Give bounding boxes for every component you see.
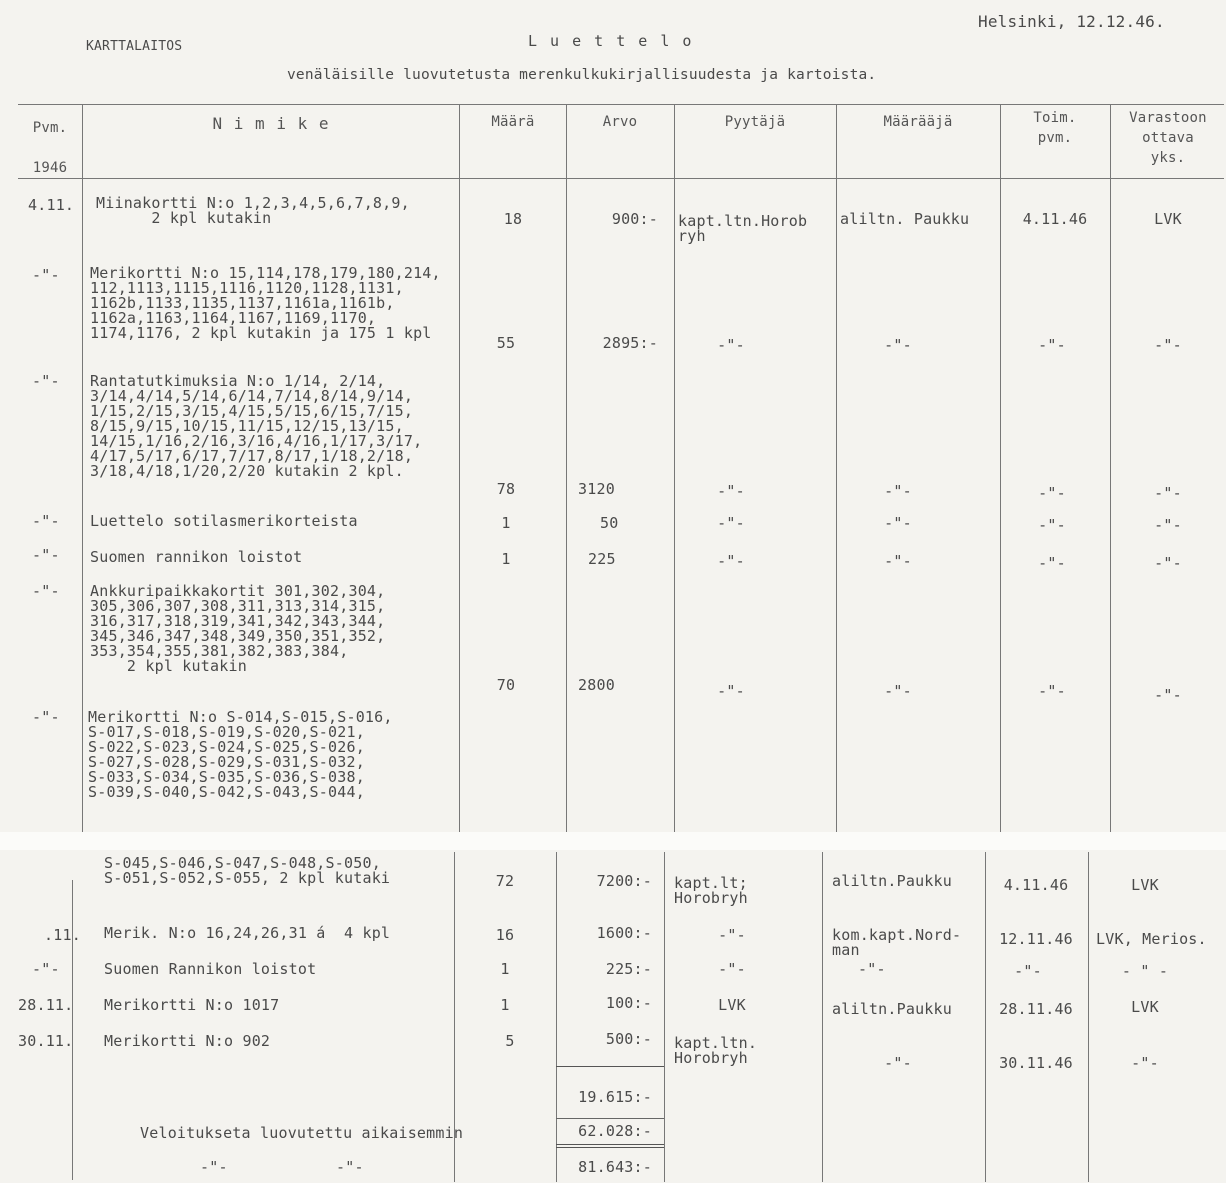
row-maara: 1: [501, 514, 511, 532]
col-header-pyytaja: Pyytäjä: [724, 114, 786, 130]
row-nimike: Merikortti N:o 1017: [104, 996, 280, 1014]
row-arvo: 7200:-: [596, 872, 652, 890]
row-pyytaja: kapt.lt; Horobryh: [674, 874, 748, 907]
col-header-toim: Toim. pvm.: [1033, 110, 1077, 146]
row-maara: 70: [496, 676, 516, 694]
row-varasto: -"-: [1154, 484, 1182, 502]
row-toim: -"-: [1038, 554, 1066, 572]
col-divider: [836, 104, 837, 832]
row-pvm: 4.11.: [28, 196, 75, 214]
row-maara: 5: [505, 1032, 515, 1050]
row-arvo: 225:-: [605, 960, 652, 978]
row-maaraaja: -"-: [884, 336, 912, 354]
row-toim: -"-: [1014, 962, 1042, 980]
row-maara: 72: [495, 872, 515, 890]
row-toim: 28.11.46: [999, 1000, 1073, 1018]
total-ditto: -"-: [200, 1158, 228, 1176]
row-pyytaja: -"-: [718, 926, 746, 944]
row-pyytaja: -"-: [717, 514, 745, 532]
col-divider: [1110, 104, 1111, 832]
row-pvm: 28.11.: [18, 996, 74, 1014]
row-nimike: Ankkuripaikkakortit 301,302,304, 305,306,307,308,311,313,314,315, 316,317,318,319,341,342,343,344, 345,346,347,348,349,350,351,352, 353,354,355,381,382,383,384, 2 kpl kutakin: [90, 582, 386, 675]
total-ditto: -"-: [336, 1158, 364, 1176]
col-divider: [664, 852, 665, 1182]
org-name: KARTTALAITOS: [86, 39, 183, 54]
row-pvm: -"-: [32, 960, 60, 978]
free-value: 62.028:-: [578, 1122, 652, 1140]
row-pvm: -"-: [32, 546, 60, 564]
sum-line: [556, 1066, 664, 1067]
row-pvm: -"-: [32, 708, 60, 726]
sheet-gap: [0, 832, 1226, 850]
row-pyytaja: -"-: [717, 682, 745, 700]
row-nimike: Merik. N:o 16,24,26,31 á 4 kpl: [104, 924, 391, 942]
row-toim: 4.11.46: [1022, 210, 1088, 228]
row-pyytaja: -"-: [717, 336, 745, 354]
row-arvo: 900:-: [611, 210, 658, 228]
row-pyytaja: LVK: [718, 996, 746, 1014]
free-label: Veloitukseta luovutettu aikaisemmin: [140, 1124, 464, 1142]
col-divider: [985, 852, 986, 1182]
row-toim: 12.11.46: [999, 930, 1073, 948]
document-subtitle: venäläisille luovutetusta merenkulkukirjallisuudesta ja kartoista.: [287, 67, 877, 83]
row-maaraaja: aliltn.Paukku: [832, 1000, 952, 1018]
row-pvm: -"-: [32, 372, 60, 390]
total-line: [556, 1144, 664, 1145]
row-maaraaja: aliltn. Paukku: [840, 210, 970, 228]
row-maaraaja: -"-: [884, 482, 912, 500]
row-maaraaja: aliltn.Paukku: [832, 872, 952, 890]
col-divider: [1000, 104, 1001, 832]
row-arvo: 2800: [578, 676, 615, 694]
row-varasto: LVK: [1131, 876, 1159, 894]
col-header-pvm: Pvm.: [32, 120, 68, 136]
col-divider: [1088, 852, 1089, 1182]
col-divider: [72, 880, 73, 1180]
col-header-nimike: N i m i k e: [212, 114, 330, 133]
place-date: Helsinki, 12.12.46.: [978, 12, 1165, 31]
row-pyytaja: kapt.ltn.Horob ryh: [678, 212, 808, 245]
row-arvo: 500:-: [605, 1030, 652, 1048]
col-divider: [82, 104, 83, 832]
row-toim: 4.11.46: [1003, 876, 1069, 894]
row-nimike: Merikortti N:o S-014,S-015,S-016, S-017,S-018,S-019,S-020,S-021, S-022,S-023,S-024,S-025,S-026, S-027,S-028,S-029,S-031,S-032, S-033,S-034,S-035,S-036,S-038, S-039,S-040,S-042,S-043,S-044,: [88, 708, 393, 801]
row-arvo: 3120: [578, 480, 615, 498]
row-varasto: - " -: [1121, 962, 1169, 980]
row-varasto: -"-: [1154, 686, 1182, 704]
row-pyytaja: kapt.ltn. Horobryh: [674, 1034, 758, 1067]
row-nimike: Rantatutkimuksia N:o 1/14, 2/14, 3/14,4/14,5/14,6/14,7/14,8/14,9/14, 1/15,2/15,3/15,4/15,5/15,6/15,7/15, 8/15,9/15,10/15,11/15,12/15,13/15, 14/15,1/16,2/16,3/16,4/16,1/17,3/17, 4/17,5/17,6/17,7/17,8/17,1/18,2/18, 3/18,4/18,1/20,2/20 kutakin 2 kpl.: [90, 372, 423, 480]
row-toim: -"-: [1038, 516, 1066, 534]
col-divider: [459, 104, 460, 832]
total-line-double: [556, 1147, 664, 1148]
row-varasto: LVK: [1154, 210, 1182, 228]
row-nimike: Miinakortti N:o 1,2,3,4,5,6,7,8,9, 2 kpl kutakin: [96, 194, 410, 227]
col-header-year: 1946: [32, 160, 68, 176]
row-maara: 1: [500, 996, 510, 1014]
row-pvm: 30.11.: [18, 1032, 74, 1050]
row-arvo: 1600:-: [596, 924, 652, 942]
row-maara: 1: [500, 960, 510, 978]
row-pvm: -"-: [32, 266, 60, 284]
document-title: L u e t t e l o: [528, 32, 694, 50]
col-header-maara: Määrä: [491, 114, 535, 130]
row-varasto: -"-: [1131, 1054, 1159, 1072]
row-maara: 16: [495, 926, 515, 944]
col-divider: [566, 104, 567, 832]
sum-value: 19.615:-: [578, 1088, 652, 1106]
col-header-arvo: Arvo: [602, 114, 638, 130]
row-varasto: LVK, Merios.: [1096, 930, 1207, 948]
col-divider: [822, 852, 823, 1182]
col-header-maaraaja: Määrääjä: [883, 114, 953, 130]
col-divider: [556, 852, 557, 1182]
row-maaraaja: kom.kapt.Nord- man: [832, 926, 962, 959]
row-pvm: .11.: [44, 926, 81, 944]
row-maaraaja: -"-: [884, 1054, 912, 1072]
row-maara: 55: [496, 334, 516, 352]
row-arvo: 100:-: [605, 994, 652, 1012]
row-varasto: -"-: [1154, 516, 1182, 534]
row-arvo: 225: [588, 550, 616, 568]
sum-separator: [556, 1118, 664, 1119]
row-pyytaja: -"-: [718, 960, 746, 978]
col-header-varasto: Varastoon ottava yks.: [1129, 110, 1207, 166]
grand-total: 81.643:-: [578, 1158, 652, 1176]
row-pyytaja: -"-: [717, 482, 745, 500]
row-maara: 18: [503, 210, 523, 228]
row-pvm: -"-: [32, 582, 60, 600]
row-nimike: Luettelo sotilasmerikorteista: [90, 512, 358, 530]
row-varasto: LVK: [1131, 998, 1159, 1016]
row-toim: -"-: [1038, 336, 1066, 354]
row-nimike: S-045,S-046,S-047,S-048,S-050, S-051,S-052,S-055, 2 kpl kutaki: [104, 854, 391, 887]
row-arvo: 50: [600, 514, 619, 532]
table-top-border: [18, 104, 1224, 105]
row-toim: -"-: [1038, 484, 1066, 502]
row-maaraaja: -"-: [884, 682, 912, 700]
row-nimike: Merikortti N:o 902: [104, 1032, 271, 1050]
table-header-border: [18, 178, 1224, 179]
row-maaraaja: -"-: [858, 960, 886, 978]
row-toim: 30.11.46: [999, 1054, 1073, 1072]
row-toim: -"-: [1038, 682, 1066, 700]
row-pyytaja: -"-: [717, 552, 745, 570]
row-varasto: -"-: [1154, 336, 1182, 354]
row-pvm: -"-: [32, 512, 60, 530]
row-maara: 78: [496, 480, 516, 498]
row-nimike: Suomen Rannikon loistot: [104, 960, 317, 978]
row-arvo: 2895:-: [602, 334, 658, 352]
col-divider: [674, 104, 675, 832]
row-nimike: Suomen rannikon loistot: [90, 548, 303, 566]
row-maaraaja: -"-: [884, 552, 912, 570]
row-varasto: -"-: [1154, 554, 1182, 572]
row-maara: 1: [501, 550, 511, 568]
row-maaraaja: -"-: [884, 514, 912, 532]
row-nimike: Merikortti N:o 15,114,178,179,180,214, 112,1113,1115,1116,1120,1128,1131, 1162b,1133,1135,1137,1161a,1161b, 1162a,1163,1164,1167,1169,1170, 1174,1176, 2 kpl kutakin ja 175 1 kpl: [90, 264, 441, 342]
